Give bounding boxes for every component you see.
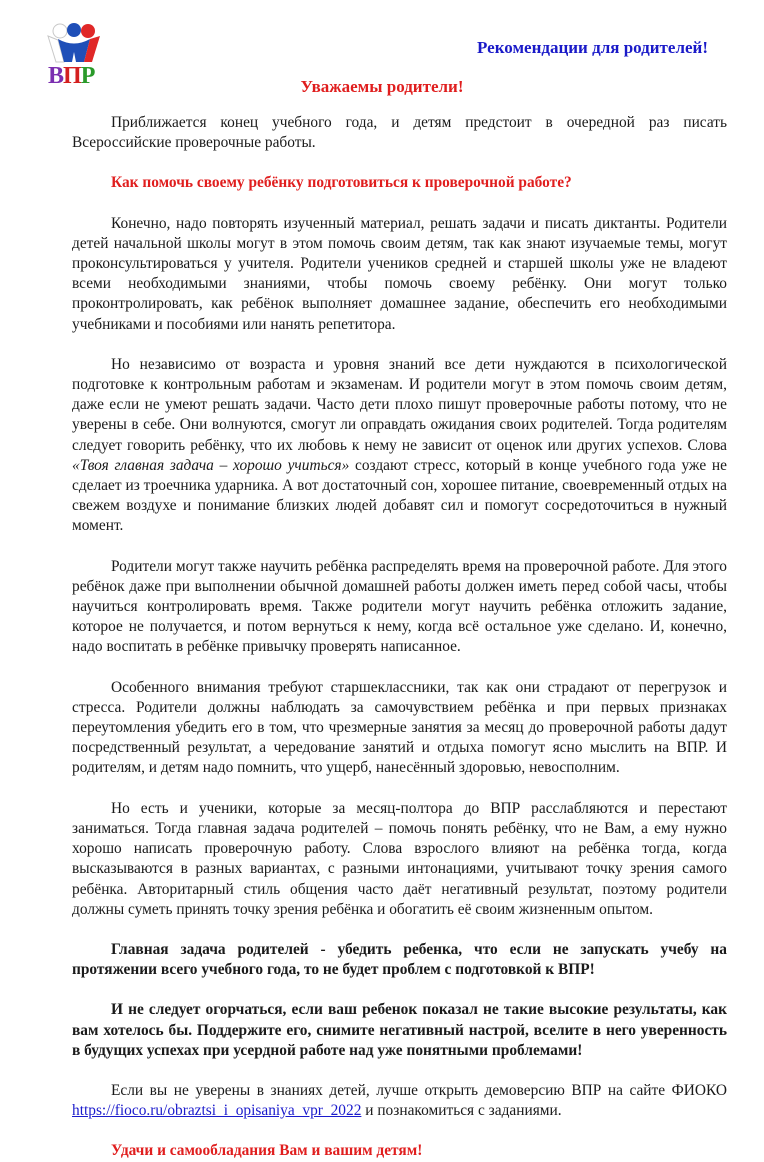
paragraph-4: Особенного внимания требуют старшеклассники, так как они страдают от перегрузок и стресса. Родители должны наблюдать за самочувствием ребёнка и при первых признаках переутомления убедить его в том, что чрезмерные занятия за месяц до проверочной работы дадут посредственный результат, а чередование занятий и отдыха помогут ясно мыслить на ВПР. И родителям, и детям надо помнить, что ущерб, нанесённый здоровью, невосполним.: [72, 678, 727, 777]
quote-text: «Твоя главная задача – хорошо учиться»: [72, 456, 350, 474]
document-body: [72, 113, 727, 1162]
paragraph-2: [72, 355, 727, 537]
intro-paragraph: Приближается конец учебного года, и детям предстоит в очередной раз писать Всероссийские проверочные работы.: [72, 114, 727, 152]
question-heading: Как помочь своему ребёнку подготовиться к проверочной работе?: [111, 174, 572, 192]
logo-letter-p: П: [63, 63, 81, 89]
greeting-heading: Уважаемы родители!: [300, 77, 464, 96]
closing-heading: Удачи и самообладания Вам и вашим детям!: [111, 1142, 423, 1160]
bold-paragraph-1: Главная задача родителей - убедить ребенка, что если не запускать учебу на протяжении всего учебного года, то не будет проблем с подготовкой к ВПР!: [72, 940, 727, 979]
header-title: Рекомендации для родителей!: [477, 38, 708, 57]
logo-letter-r: Р: [80, 63, 95, 89]
paragraph-3: Родители могут также научить ребёнка распределять время на проверочной работе. Для этого ребёнок даже при выполнении обычной домашней работы должен иметь перед собой часы, чтобы научиться контролировать время. Также родители могут научить ребёнка отложить задание, которое не получается, и потом вернуться к нему, когда всё остальное уже сделано. И, конечно, надо воспитать в ребёнке привычку проверять написанное.: [72, 557, 727, 656]
bold-paragraph-2: И не следует огорчаться, если ваш ребенок показал не такие высокие результаты, как вам хотелось бы. Поддержите его, снимите негативный настрой, вселите в него уверенность в будущих успехах при усердной работе над уже понятными проблемами!: [72, 1001, 727, 1059]
paragraph-5: Но есть и ученики, которые за месяц-полтора до ВПР расслабляются и перестают заниматься. Тогда главная задача родителей – помочь понять ребёнку, что не Вам, а ему нужно хорошо написать проверочную работу. Слова взрослого влияют на ребёнка тогда, когда высказываются в разных вариантах, с разными интонациями, учитывают точку зрения самого ребёнка. Авторитарный стиль общения часто даёт негативный результат, поэтому родители должны суметь принять точку зрения ребёнка и обогатить её своим жизненным опытом.: [72, 799, 727, 918]
demo-paragraph: [72, 1081, 727, 1121]
fioco-link[interactable]: https://fioco.ru/obraztsi_i_opisaniya_vpr_2022: [72, 1102, 362, 1120]
paragraph-2-text: Но независимо от возраста и уровня знаний все дети нуждаются в психологической подготовке к контрольным работам и экзаменам. И родители могут в этом помочь своим детям, даже если не умеют решать задачи. Часто дети плохо пишут проверочные работы потому, что не уверены в себе. Они волнуются, смогут ли оправдать ожидания своих родителей. Тогда родителям следует говорить ребёнку, что их любовь к нему не зависит от оценок или других успехов. Слова: [72, 355, 727, 454]
demo-text-end: и познакомиться с заданиями.: [361, 1102, 562, 1120]
demo-text: Если вы не уверены в знаниях детей, лучше открыть демоверсию ВПР на сайте ФИОКО: [111, 1081, 727, 1099]
logo-letter-v: В: [48, 63, 64, 89]
paragraph-2-text-end: создают стресс, который в конце учебного года уже не сделает из троечника ударника. А вот достаточный сон, хорошее питание, своевременный отдых на свежем воздухе и понимание близких людей добавят сил и помогут сосредоточиться в нужный момент.: [72, 456, 727, 535]
children-emblem-icon: [44, 22, 104, 66]
paragraph-1: Конечно, надо повторять изученный материал, решать задачи и писать диктанты. Родители детей начальной школы могут в этом помочь своим детям, так как знают изучаемые темы, могут проконсультироваться у учителя. Родители учеников средней и старшей школы уже не владеют всеми необходимыми знаниями, чтобы помочь своему ребёнку. Они могут только проконтролировать, как ребёнок выполняет домашнее задание, обеспечить его необходимыми учебниками и пособиями или нанять репетитора.: [72, 214, 727, 333]
